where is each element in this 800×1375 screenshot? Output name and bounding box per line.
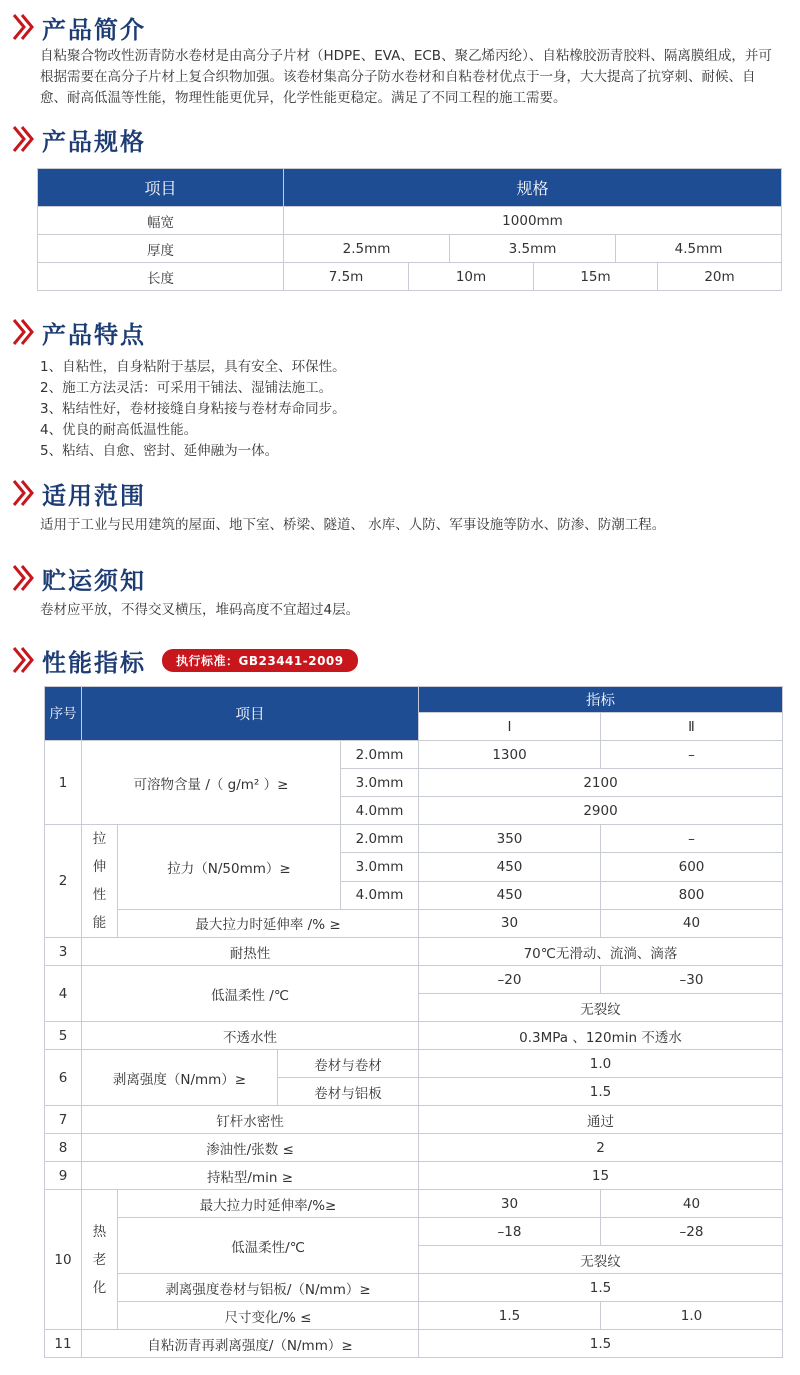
table-row [45, 825, 783, 853]
list-item: 4、优良的耐高低温性能。 [40, 422, 198, 438]
row-value: 30 [419, 1190, 601, 1218]
performance-title: 性能指标 [42, 648, 146, 677]
section-title-spec [12, 122, 146, 156]
row-value: 450 [419, 853, 601, 881]
row-item: 剥离强度（N/mm）≥ [82, 1050, 278, 1106]
spec-title: 产品规格 [42, 127, 146, 156]
row-item: 持粘型/min ≥ [82, 1162, 419, 1190]
features-title: 产品特点 [42, 320, 146, 349]
row-value: 0.3MPa 、120min 不透水 [419, 1022, 783, 1050]
row-no: 8 [45, 1134, 82, 1162]
row-no: 2 [45, 825, 82, 938]
row-no: 9 [45, 1162, 82, 1190]
scope-title: 适用范围 [42, 481, 146, 510]
section-title-performance [12, 643, 358, 677]
list-item: 5、粘结、自愈、密封、延伸融为一体。 [40, 443, 279, 459]
row-value: 1300 [419, 741, 601, 769]
row-value: 350 [419, 825, 601, 853]
perf-header-item: 项目 [82, 687, 419, 741]
table-row [45, 909, 783, 937]
spec-thickness-label: 厚度 [38, 235, 284, 263]
row-item: 渗油性/张数 ≤ [82, 1134, 419, 1162]
row-no: 11 [45, 1330, 82, 1358]
row-group: 热 老 化 [82, 1190, 118, 1330]
row-value: 2900 [419, 797, 783, 825]
table-row [45, 1302, 783, 1330]
row-value: – [601, 825, 783, 853]
row-no: 6 [45, 1050, 82, 1106]
row-sub: 2.0mm [341, 825, 419, 853]
row-no: 5 [45, 1022, 82, 1050]
row-no: 1 [45, 741, 82, 825]
row-value: 70℃无滑动、流淌、滴落 [419, 938, 783, 966]
row-item: 低温柔性/℃ [118, 1218, 419, 1274]
row-sub: 卷材与铝板 [278, 1078, 419, 1106]
row-no: 10 [45, 1190, 82, 1330]
spec-header-spec: 规格 [284, 169, 782, 207]
spec-width-value: 1000mm [284, 207, 782, 235]
row-sub: 4.0mm [341, 797, 419, 825]
standard-badge: 执行标准：GB23441-2009 [162, 649, 358, 672]
row-sub: 4.0mm [341, 881, 419, 909]
row-value: 无裂纹 [419, 994, 783, 1022]
row-item: 拉力（N/50mm）≥ [118, 825, 341, 910]
row-value: 15 [419, 1162, 783, 1190]
row-value: –28 [601, 1218, 783, 1246]
table-row [45, 1190, 783, 1218]
spec-length-value: 7.5m [284, 263, 409, 291]
row-sub: 卷材与卷材 [278, 1050, 419, 1078]
row-item: 最大拉力时延伸率/%≥ [118, 1190, 419, 1218]
spec-length-value: 15m [534, 263, 658, 291]
list-item: 3、粘结性好，卷材接缝自身粘接与卷材寿命同步。 [40, 401, 346, 417]
section-title-scope [12, 476, 146, 510]
spec-table [37, 168, 782, 291]
row-group: 拉 伸 性 能 [82, 825, 118, 938]
row-value: 1.5 [419, 1078, 783, 1106]
features-list [40, 357, 780, 462]
section-title-storage [12, 561, 146, 595]
row-value: 1.5 [419, 1274, 783, 1302]
row-sub: 3.0mm [341, 853, 419, 881]
row-item: 钉杆水密性 [82, 1106, 419, 1134]
row-value: –18 [419, 1218, 601, 1246]
row-item: 剥离强度卷材与铝板/（N/mm）≥ [118, 1274, 419, 1302]
double-chevron-right-icon [12, 643, 38, 677]
table-row [38, 235, 782, 263]
row-no: 4 [45, 966, 82, 1022]
table-row [45, 1274, 783, 1302]
table-row [45, 938, 783, 966]
row-item: 自粘沥青再剥离强度/（N/mm）≥ [82, 1330, 419, 1358]
row-value: 2 [419, 1134, 783, 1162]
row-value: 无裂纹 [419, 1246, 783, 1274]
performance-table [44, 686, 783, 1358]
table-row [45, 1050, 783, 1078]
spec-thickness-value: 2.5mm [284, 235, 450, 263]
spec-header-item: 项目 [38, 169, 284, 207]
spec-thickness-value: 4.5mm [616, 235, 782, 263]
perf-header-grade2: Ⅱ [601, 713, 783, 741]
row-value: 600 [601, 853, 783, 881]
storage-title: 贮运须知 [42, 566, 146, 595]
table-row [38, 207, 782, 235]
perf-header-no: 序号 [45, 687, 82, 741]
row-value: 通过 [419, 1106, 783, 1134]
row-value: 450 [419, 881, 601, 909]
table-row [45, 1106, 783, 1134]
row-item: 耐热性 [82, 938, 419, 966]
section-title-intro [12, 10, 146, 44]
table-row [38, 263, 782, 291]
perf-header-grade1: Ⅰ [419, 713, 601, 741]
row-value: 800 [601, 881, 783, 909]
spec-length-value: 20m [658, 263, 782, 291]
table-row [45, 1022, 783, 1050]
row-value: 1.0 [601, 1302, 783, 1330]
table-row [45, 966, 783, 994]
row-item: 不透水性 [82, 1022, 419, 1050]
double-chevron-right-icon [12, 476, 38, 510]
scope-text: 适用于工业与民用建筑的屋面、地下室、桥梁、隧道、 水库、人防、军事设施等防水、防渗、防潮工程。 [40, 517, 666, 533]
list-item: 2、施工方法灵活：可采用干铺法、湿铺法施工。 [40, 380, 333, 396]
row-value: 30 [419, 909, 601, 937]
table-row [45, 1218, 783, 1246]
spec-length-value: 10m [409, 263, 534, 291]
storage-text: 卷材应平放，不得交叉横压，堆码高度不宜超过4层。 [40, 602, 360, 618]
row-value: 2100 [419, 769, 783, 797]
row-value: 1.5 [419, 1302, 601, 1330]
row-value: –30 [601, 966, 783, 994]
spec-length-label: 长度 [38, 263, 284, 291]
table-row [45, 1162, 783, 1190]
row-no: 7 [45, 1106, 82, 1134]
row-sub: 3.0mm [341, 769, 419, 797]
intro-title: 产品简介 [42, 15, 146, 44]
row-no: 3 [45, 938, 82, 966]
perf-header-index: 指标 [419, 687, 783, 713]
double-chevron-right-icon [12, 561, 38, 595]
row-item: 尺寸变化/% ≤ [118, 1302, 419, 1330]
row-value: 1.5 [419, 1330, 783, 1358]
section-title-features [12, 315, 146, 349]
double-chevron-right-icon [12, 10, 38, 44]
intro-text: 自粘聚合物改性沥青防水卷材是由高分子片材（HDPE、EVA、ECB、聚乙烯丙纶）、自粘橡胶沥青胶料、隔离膜组成，并可根据需要在高分子片材上复合织物加强。该卷材集高分子防水卷材和自粘卷材优点于一身，大大提高了抗穿刺、耐候、自愈、耐高低温等性能，物理性能更优异，化学性能更稳定。满足了不同工程的施工需要。 [40, 48, 772, 106]
row-item: 可溶物含量 /（ g/m² ）≥ [82, 741, 341, 825]
row-value: – [601, 741, 783, 769]
row-value: 40 [601, 1190, 783, 1218]
table-row [45, 1330, 783, 1358]
row-value: –20 [419, 966, 601, 994]
double-chevron-right-icon [12, 315, 38, 349]
row-item: 低温柔性 /℃ [82, 966, 419, 1022]
row-value: 40 [601, 909, 783, 937]
table-row [45, 1134, 783, 1162]
spec-thickness-value: 3.5mm [450, 235, 616, 263]
spec-width-label: 幅宽 [38, 207, 284, 235]
list-item: 1、自粘性，自身粘附于基层，具有安全、环保性。 [40, 359, 346, 375]
row-sub: 2.0mm [341, 741, 419, 769]
row-value: 1.0 [419, 1050, 783, 1078]
row-item: 最大拉力时延伸率 /% ≥ [118, 909, 419, 937]
table-row [45, 741, 783, 769]
double-chevron-right-icon [12, 122, 38, 156]
